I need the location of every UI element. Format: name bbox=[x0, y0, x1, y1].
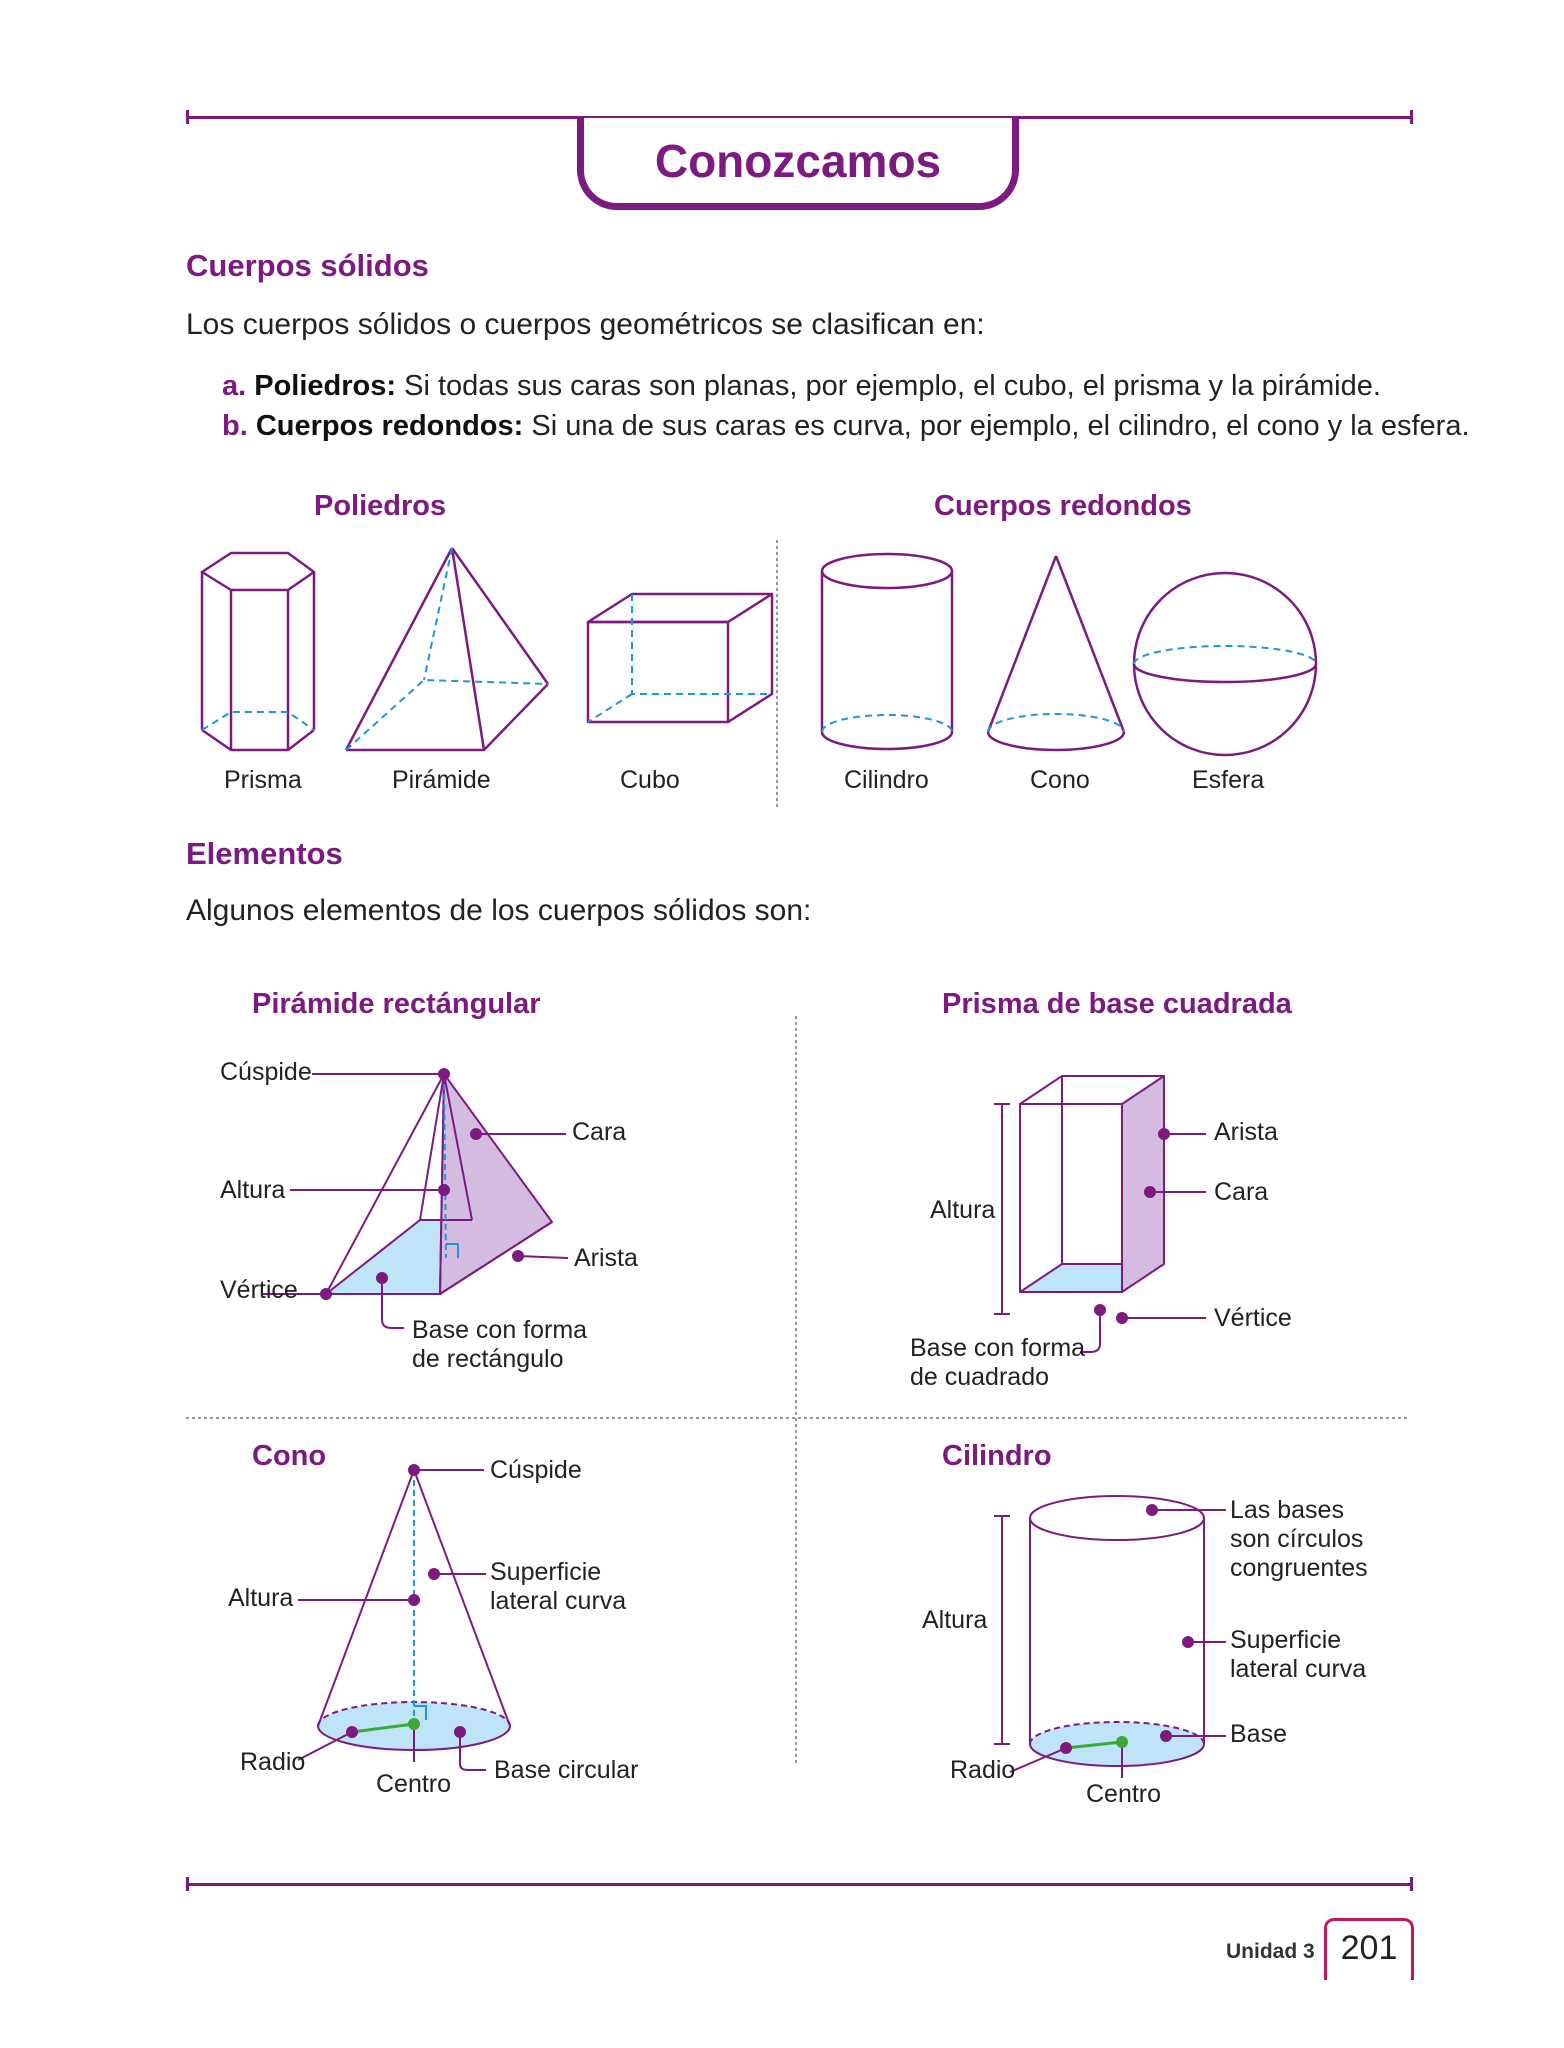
pyramid-title: Pirámide rectángular bbox=[252, 988, 541, 1020]
page-number-box bbox=[1324, 1918, 1414, 1980]
cylinder-label-centro: Centro bbox=[1086, 1780, 1162, 1808]
label-cubo: Cubo bbox=[620, 766, 680, 794]
round-bodies-title: Cuerpos redondos bbox=[934, 490, 1192, 522]
page-number: 201 bbox=[1340, 1929, 1398, 1967]
pyramid-label-vertice: Vértice bbox=[220, 1276, 298, 1304]
cone-label-centro: Centro bbox=[376, 1770, 452, 1798]
list-text: Si una de sus caras es curva, por ejemplo, el cilindro, el cono y la esfera. bbox=[523, 410, 1470, 442]
cylinder-label-bases-line1: Las bases bbox=[1230, 1496, 1344, 1524]
cylinder-label-altura: Altura bbox=[922, 1606, 988, 1634]
prism-label-arista: Arista bbox=[1214, 1118, 1278, 1146]
label-esfera: Esfera bbox=[1192, 766, 1265, 794]
list-marker: a. bbox=[222, 370, 247, 402]
list-marker: b. bbox=[222, 410, 248, 442]
cylinder-label-bases-line2: son círculos bbox=[1230, 1525, 1364, 1553]
prism-label-cara: Cara bbox=[1214, 1178, 1269, 1206]
prism-label-vertice: Vértice bbox=[1214, 1304, 1292, 1332]
pyramid-label-cuspide: Cúspide bbox=[220, 1058, 312, 1086]
cylinder-figure bbox=[822, 554, 952, 749]
polyhedra-title: Poliedros bbox=[314, 490, 447, 522]
unit-label: Unidad 3 bbox=[1226, 1940, 1315, 1963]
prism-elements-figure bbox=[994, 1076, 1164, 1314]
page-title: Conozcamos bbox=[654, 135, 942, 187]
cone-label-superficie-line1: Superficie bbox=[490, 1558, 602, 1586]
section-heading-solids: Cuerpos sólidos bbox=[186, 248, 429, 283]
prism-label-base-line2: de cuadrado bbox=[910, 1363, 1050, 1391]
cone-label-altura: Altura bbox=[228, 1584, 294, 1612]
prism-label-altura: Altura bbox=[930, 1196, 996, 1224]
cone-label-cuspide: Cúspide bbox=[490, 1456, 582, 1484]
label-cono: Cono bbox=[1030, 766, 1090, 794]
list-text: Si todas sus caras son planas, por ejemplo, el cubo, el prisma y la pirámide. bbox=[396, 370, 1381, 402]
prism-label-base bbox=[910, 1334, 1085, 1392]
label-piramide: Pirámide bbox=[392, 766, 491, 794]
cylinder-label-bases bbox=[1230, 1496, 1368, 1583]
cylinder-title: Cilindro bbox=[942, 1440, 1052, 1472]
pyramid-label-arista: Arista bbox=[574, 1244, 638, 1272]
cone-label-radio: Radio bbox=[240, 1748, 306, 1776]
cylinder-label-bases-line3: congruentes bbox=[1230, 1554, 1368, 1582]
section-heading-elements: Elementos bbox=[186, 836, 343, 871]
prism-label-base-line1: Base con forma bbox=[910, 1334, 1086, 1362]
prism-title: Prisma de base cuadrada bbox=[942, 988, 1292, 1020]
cone-label-superficie bbox=[490, 1558, 626, 1616]
cylinder-label-superficie-line2: lateral curva bbox=[1230, 1655, 1367, 1683]
cone-title: Cono bbox=[252, 1440, 327, 1472]
pyramid-label-base bbox=[412, 1316, 587, 1374]
cone-figure bbox=[988, 556, 1124, 750]
bottom-rule-tick-left bbox=[186, 1877, 189, 1891]
cylinder-label-superficie-line1: Superficie bbox=[1230, 1626, 1342, 1654]
cylinder-label-radio: Radio bbox=[950, 1756, 1016, 1784]
bottom-rule bbox=[187, 1883, 1411, 1886]
square-pyramid-figure bbox=[346, 548, 548, 750]
list-term: Poliedros: bbox=[254, 370, 397, 402]
label-cilindro: Cilindro bbox=[844, 766, 929, 794]
list-term: Cuerpos redondos: bbox=[255, 410, 524, 442]
cone-label-base: Base circular bbox=[494, 1756, 639, 1784]
cube-figure bbox=[588, 594, 772, 722]
cone-label-superficie-line2: lateral curva bbox=[490, 1587, 627, 1615]
label-prisma: Prisma bbox=[224, 766, 302, 794]
bottom-rule-tick-right bbox=[1410, 1877, 1413, 1891]
pyramid-label-altura: Altura bbox=[220, 1176, 286, 1204]
sphere-figure bbox=[1134, 573, 1316, 755]
cylinder-label-base: Base bbox=[1230, 1720, 1287, 1748]
hexagonal-prism-figure bbox=[202, 553, 314, 750]
pyramid-label-base-line2: de rectángulo bbox=[412, 1345, 564, 1373]
cylinder-label-superficie bbox=[1230, 1626, 1366, 1684]
pyramid-label-base-line1: Base con forma bbox=[412, 1316, 588, 1344]
section-intro-elements: Algunos elementos de los cuerpos sólidos son: bbox=[186, 894, 812, 927]
pyramid-label-cara: Cara bbox=[572, 1118, 627, 1146]
section-intro-solids: Los cuerpos sólidos o cuerpos geométricos se clasifican en: bbox=[186, 308, 985, 341]
cone-elements-figure bbox=[318, 1470, 510, 1750]
cylinder-elements-figure bbox=[994, 1496, 1204, 1766]
